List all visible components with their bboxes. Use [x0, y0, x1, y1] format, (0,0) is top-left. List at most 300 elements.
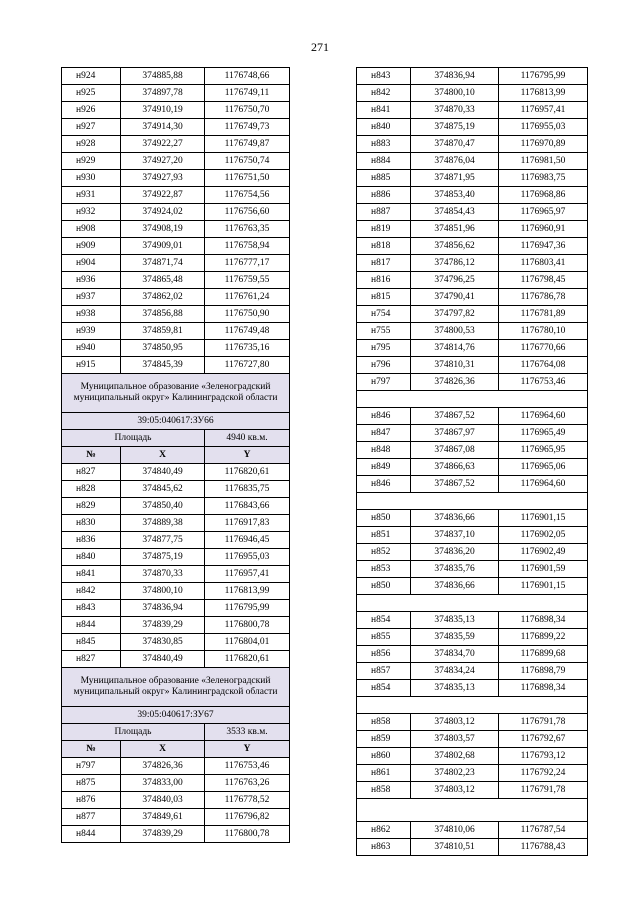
table-row: [62, 826, 290, 843]
y-coordinate-cell: 1176970,89: [499, 136, 588, 153]
x-coordinate-cell: 374803,12: [411, 714, 499, 731]
y-coordinate-cell: 1176759,55: [205, 272, 290, 289]
point-id-cell: н939: [62, 323, 121, 340]
x-coordinate-cell: 374839,29: [121, 617, 205, 634]
y-coordinate-cell: 1176947,36: [499, 238, 588, 255]
separator-row: [357, 595, 588, 612]
table-row: [357, 714, 588, 731]
point-id-cell: н845: [62, 634, 121, 651]
y-coordinate-cell: 1176749,87: [205, 136, 290, 153]
area-label: Площадь: [62, 724, 205, 741]
point-id-cell: н816: [357, 272, 411, 289]
point-id-cell: н857: [357, 663, 411, 680]
point-id-cell: н846: [357, 408, 411, 425]
x-coordinate-cell: 374833,00: [121, 775, 205, 792]
y-coordinate-cell: 1176964,60: [499, 476, 588, 493]
x-coordinate-cell: 374835,13: [411, 680, 499, 697]
y-coordinate-cell: 1176813,99: [499, 85, 588, 102]
y-coordinate-cell: 1176792,24: [499, 765, 588, 782]
point-id-cell: н856: [357, 646, 411, 663]
table-row: [357, 187, 588, 204]
y-coordinate-cell: 1176796,82: [205, 809, 290, 826]
point-id-cell: н886: [357, 187, 411, 204]
point-id-cell: н755: [357, 323, 411, 340]
y-coordinate-cell: 1176898,34: [499, 612, 588, 629]
column-header-y: Y: [205, 741, 290, 758]
cadastral-number: 39:05:040617:ЗУ67: [62, 707, 290, 724]
y-coordinate-cell: 1176750,74: [205, 153, 290, 170]
x-coordinate-cell: 374870,47: [411, 136, 499, 153]
table-row: [62, 775, 290, 792]
x-coordinate-cell: 374814,76: [411, 340, 499, 357]
y-coordinate-cell: 1176764,08: [499, 357, 588, 374]
y-coordinate-cell: 1176781,89: [499, 306, 588, 323]
x-coordinate-cell: 374830,85: [121, 634, 205, 651]
separator-cell: [357, 391, 588, 408]
y-coordinate-cell: 1176957,41: [205, 566, 290, 583]
municipality-name: Муниципальное образование «Зеленоградский муниципальный округ» Калининградской области: [62, 668, 290, 707]
table-row: [357, 748, 588, 765]
y-coordinate-cell: 1176758,94: [205, 238, 290, 255]
point-id-cell: н861: [357, 765, 411, 782]
table-row: [357, 663, 588, 680]
table-row: [62, 119, 290, 136]
table-row: [62, 187, 290, 204]
y-coordinate-cell: 1176803,41: [499, 255, 588, 272]
separator-cell: [357, 595, 588, 612]
y-coordinate-cell: 1176955,03: [499, 119, 588, 136]
y-coordinate-cell: 1176965,06: [499, 459, 588, 476]
x-coordinate-cell: 374826,36: [121, 758, 205, 775]
point-id-cell: н936: [62, 272, 121, 289]
point-id-cell: н909: [62, 238, 121, 255]
table-row: [62, 651, 290, 668]
table-row: [357, 272, 588, 289]
table-row: [357, 136, 588, 153]
table-row: [357, 822, 588, 839]
y-coordinate-cell: 1176749,11: [205, 85, 290, 102]
y-coordinate-cell: 1176820,61: [205, 464, 290, 481]
table-row: [62, 634, 290, 651]
y-coordinate-cell: 1176751,50: [205, 170, 290, 187]
table-row: [357, 306, 588, 323]
x-coordinate-cell: 374875,19: [411, 119, 499, 136]
x-coordinate-cell: 374914,30: [121, 119, 205, 136]
y-coordinate-cell: 1176798,45: [499, 272, 588, 289]
table-row: [357, 731, 588, 748]
table-row: [62, 153, 290, 170]
y-coordinate-cell: 1176901,15: [499, 510, 588, 527]
column-header-row: [62, 447, 290, 464]
y-coordinate-cell: 1176763,35: [205, 221, 290, 238]
point-id-cell: н877: [62, 809, 121, 826]
x-coordinate-cell: 374854,43: [411, 204, 499, 221]
point-id-cell: н827: [62, 464, 121, 481]
x-coordinate-cell: 374867,08: [411, 442, 499, 459]
x-coordinate-cell: 374803,57: [411, 731, 499, 748]
x-coordinate-cell: 374840,03: [121, 792, 205, 809]
table-row: [357, 289, 588, 306]
x-coordinate-cell: 374889,38: [121, 515, 205, 532]
x-coordinate-cell: 374810,06: [411, 822, 499, 839]
coordinates-table-left: [61, 67, 290, 843]
table-row: [62, 170, 290, 187]
column-header-x: X: [121, 741, 205, 758]
point-id-cell: н849: [357, 459, 411, 476]
table-row: [62, 102, 290, 119]
table-row: [357, 646, 588, 663]
point-id-cell: н818: [357, 238, 411, 255]
point-id-cell: н830: [62, 515, 121, 532]
table-row: [62, 136, 290, 153]
x-coordinate-cell: 374800,53: [411, 323, 499, 340]
y-coordinate-cell: 1176957,41: [499, 102, 588, 119]
y-coordinate-cell: 1176750,90: [205, 306, 290, 323]
x-coordinate-cell: 374835,76: [411, 561, 499, 578]
x-coordinate-cell: 374802,68: [411, 748, 499, 765]
x-coordinate-cell: 374865,48: [121, 272, 205, 289]
point-id-cell: н817: [357, 255, 411, 272]
table-row: [357, 765, 588, 782]
point-id-cell: н848: [357, 442, 411, 459]
table-row: [357, 357, 588, 374]
point-id-cell: н884: [357, 153, 411, 170]
table-row: [62, 238, 290, 255]
table-row: [357, 68, 588, 85]
point-id-cell: н836: [62, 532, 121, 549]
point-id-cell: н854: [357, 612, 411, 629]
cadastral-number: 39:05:040617:ЗУ66: [62, 413, 290, 430]
x-coordinate-cell: 374909,01: [121, 238, 205, 255]
table-row: [62, 792, 290, 809]
parcel-header-row: [62, 707, 290, 724]
point-id-cell: н876: [62, 792, 121, 809]
y-coordinate-cell: 1176902,05: [499, 527, 588, 544]
x-coordinate-cell: 374850,40: [121, 498, 205, 515]
x-coordinate-cell: 374800,10: [411, 85, 499, 102]
x-coordinate-cell: 374922,27: [121, 136, 205, 153]
column-header-number: №: [62, 447, 121, 464]
table-row: [357, 839, 588, 856]
separator-row: [357, 493, 588, 510]
point-id-cell: н843: [357, 68, 411, 85]
area-label: Площадь: [62, 430, 205, 447]
x-coordinate-cell: 374826,36: [411, 374, 499, 391]
table-row: [357, 408, 588, 425]
table-row: [357, 425, 588, 442]
x-coordinate-cell: 374867,52: [411, 476, 499, 493]
x-coordinate-cell: 374810,31: [411, 357, 499, 374]
y-coordinate-cell: 1176749,73: [205, 119, 290, 136]
table-row: [62, 255, 290, 272]
point-id-cell: н887: [357, 204, 411, 221]
point-id-cell: н883: [357, 136, 411, 153]
table-row: [357, 85, 588, 102]
municipality-header-row: [62, 374, 290, 413]
y-coordinate-cell: 1176981,50: [499, 153, 588, 170]
table-row: [357, 561, 588, 578]
table-row: [357, 782, 588, 799]
x-coordinate-cell: 374836,66: [411, 578, 499, 595]
y-coordinate-cell: 1176786,78: [499, 289, 588, 306]
table-row: [62, 323, 290, 340]
point-id-cell: н859: [357, 731, 411, 748]
y-coordinate-cell: 1176748,66: [205, 68, 290, 85]
table-row: [62, 464, 290, 481]
point-id-cell: н841: [62, 566, 121, 583]
table-row: [357, 578, 588, 595]
table-row: [62, 617, 290, 634]
x-coordinate-cell: 374790,41: [411, 289, 499, 306]
table-row: [62, 498, 290, 515]
table-row: [357, 255, 588, 272]
point-id-cell: н842: [62, 583, 121, 600]
x-coordinate-cell: 374897,78: [121, 85, 205, 102]
y-coordinate-cell: 1176763,26: [205, 775, 290, 792]
table-row: [357, 442, 588, 459]
x-coordinate-cell: 374866,63: [411, 459, 499, 476]
table-row: [62, 221, 290, 238]
x-coordinate-cell: 374810,51: [411, 839, 499, 856]
page-number: 271: [311, 40, 329, 54]
table-row: [62, 566, 290, 583]
x-coordinate-cell: 374837,10: [411, 527, 499, 544]
point-id-cell: н844: [62, 617, 121, 634]
separator-row: [357, 391, 588, 408]
x-coordinate-cell: 374856,88: [121, 306, 205, 323]
point-id-cell: н937: [62, 289, 121, 306]
x-coordinate-cell: 374797,82: [411, 306, 499, 323]
y-coordinate-cell: 1176770,66: [499, 340, 588, 357]
area-value: 3533 кв.м.: [205, 724, 290, 741]
point-id-cell: н915: [62, 357, 121, 374]
y-coordinate-cell: 1176902,49: [499, 544, 588, 561]
point-id-cell: н875: [62, 775, 121, 792]
y-coordinate-cell: 1176964,60: [499, 408, 588, 425]
point-id-cell: н850: [357, 578, 411, 595]
x-coordinate-cell: 374851,96: [411, 221, 499, 238]
table-row: [357, 476, 588, 493]
point-id-cell: н938: [62, 306, 121, 323]
x-coordinate-cell: 374786,12: [411, 255, 499, 272]
point-id-cell: н829: [62, 498, 121, 515]
x-coordinate-cell: 374875,19: [121, 549, 205, 566]
point-id-cell: н844: [62, 826, 121, 843]
x-coordinate-cell: 374867,52: [411, 408, 499, 425]
point-id-cell: н797: [357, 374, 411, 391]
x-coordinate-cell: 374835,13: [411, 612, 499, 629]
table-row: [357, 238, 588, 255]
y-coordinate-cell: 1176843,66: [205, 498, 290, 515]
x-coordinate-cell: 374856,62: [411, 238, 499, 255]
coordinates-table-right: [356, 67, 588, 856]
y-coordinate-cell: 1176778,52: [205, 792, 290, 809]
x-coordinate-cell: 374870,33: [411, 102, 499, 119]
parcel-header-row: [62, 413, 290, 430]
table-row: [357, 102, 588, 119]
table-row: [62, 583, 290, 600]
table-row: [62, 204, 290, 221]
point-id-cell: н846: [357, 476, 411, 493]
x-coordinate-cell: 374800,10: [121, 583, 205, 600]
table-row: [62, 809, 290, 826]
separator-cell: [357, 799, 588, 822]
point-id-cell: н852: [357, 544, 411, 561]
x-coordinate-cell: 374845,39: [121, 357, 205, 374]
x-coordinate-cell: 374836,20: [411, 544, 499, 561]
point-id-cell: н925: [62, 85, 121, 102]
x-coordinate-cell: 374839,29: [121, 826, 205, 843]
y-coordinate-cell: 1176791,78: [499, 714, 588, 731]
y-coordinate-cell: 1176788,43: [499, 839, 588, 856]
point-id-cell: н924: [62, 68, 121, 85]
column-header-x: X: [121, 447, 205, 464]
y-coordinate-cell: 1176749,48: [205, 323, 290, 340]
table-row: [62, 340, 290, 357]
x-coordinate-cell: 374885,88: [121, 68, 205, 85]
table-row: [357, 119, 588, 136]
x-coordinate-cell: 374796,25: [411, 272, 499, 289]
area-row: [62, 724, 290, 741]
x-coordinate-cell: 374840,49: [121, 464, 205, 481]
y-coordinate-cell: 1176791,78: [499, 782, 588, 799]
point-id-cell: н940: [62, 340, 121, 357]
area-value: 4940 кв.м.: [205, 430, 290, 447]
separator-row: [357, 799, 588, 822]
y-coordinate-cell: 1176761,24: [205, 289, 290, 306]
x-coordinate-cell: 374876,04: [411, 153, 499, 170]
area-row: [62, 430, 290, 447]
table-row: [357, 204, 588, 221]
table-row: [62, 85, 290, 102]
point-id-cell: н795: [357, 340, 411, 357]
x-coordinate-cell: 374845,62: [121, 481, 205, 498]
x-coordinate-cell: 374867,97: [411, 425, 499, 442]
x-coordinate-cell: 374922,87: [121, 187, 205, 204]
table-row: [62, 515, 290, 532]
point-id-cell: н827: [62, 651, 121, 668]
y-coordinate-cell: 1176960,91: [499, 221, 588, 238]
municipality-header-row: [62, 668, 290, 707]
table-row: [357, 221, 588, 238]
x-coordinate-cell: 374834,24: [411, 663, 499, 680]
y-coordinate-cell: 1176735,16: [205, 340, 290, 357]
table-row: [62, 549, 290, 566]
y-coordinate-cell: 1176965,49: [499, 425, 588, 442]
point-id-cell: н904: [62, 255, 121, 272]
y-coordinate-cell: 1176813,99: [205, 583, 290, 600]
point-id-cell: н858: [357, 714, 411, 731]
point-id-cell: н851: [357, 527, 411, 544]
column-header-number: №: [62, 741, 121, 758]
table-row: [357, 612, 588, 629]
x-coordinate-cell: 374850,95: [121, 340, 205, 357]
y-coordinate-cell: 1176955,03: [205, 549, 290, 566]
table-row: [357, 170, 588, 187]
table-row: [62, 600, 290, 617]
y-coordinate-cell: 1176898,79: [499, 663, 588, 680]
y-coordinate-cell: 1176795,99: [205, 600, 290, 617]
table-row: [62, 758, 290, 775]
point-id-cell: н840: [357, 119, 411, 136]
y-coordinate-cell: 1176793,12: [499, 748, 588, 765]
point-id-cell: н932: [62, 204, 121, 221]
y-coordinate-cell: 1176946,45: [205, 532, 290, 549]
point-id-cell: н850: [357, 510, 411, 527]
x-coordinate-cell: 374924,02: [121, 204, 205, 221]
y-coordinate-cell: 1176804,01: [205, 634, 290, 651]
x-coordinate-cell: 374871,74: [121, 255, 205, 272]
x-coordinate-cell: 374853,40: [411, 187, 499, 204]
x-coordinate-cell: 374877,75: [121, 532, 205, 549]
point-id-cell: н885: [357, 170, 411, 187]
x-coordinate-cell: 374803,12: [411, 782, 499, 799]
point-id-cell: н862: [357, 822, 411, 839]
x-coordinate-cell: 374871,95: [411, 170, 499, 187]
x-coordinate-cell: 374802,23: [411, 765, 499, 782]
point-id-cell: н815: [357, 289, 411, 306]
table-row: [62, 272, 290, 289]
y-coordinate-cell: 1176780,10: [499, 323, 588, 340]
point-id-cell: н754: [357, 306, 411, 323]
y-coordinate-cell: 1176800,78: [205, 617, 290, 634]
y-coordinate-cell: 1176756,60: [205, 204, 290, 221]
y-coordinate-cell: 1176835,75: [205, 481, 290, 498]
y-coordinate-cell: 1176965,97: [499, 204, 588, 221]
table-row: [357, 374, 588, 391]
y-coordinate-cell: 1176800,78: [205, 826, 290, 843]
x-coordinate-cell: 374836,66: [411, 510, 499, 527]
point-id-cell: н841: [357, 102, 411, 119]
y-coordinate-cell: 1176901,59: [499, 561, 588, 578]
point-id-cell: н908: [62, 221, 121, 238]
x-coordinate-cell: 374910,19: [121, 102, 205, 119]
point-id-cell: н843: [62, 600, 121, 617]
table-row: [62, 289, 290, 306]
x-coordinate-cell: 374840,49: [121, 651, 205, 668]
point-id-cell: н840: [62, 549, 121, 566]
y-coordinate-cell: 1176965,95: [499, 442, 588, 459]
point-id-cell: н853: [357, 561, 411, 578]
separator-cell: [357, 493, 588, 510]
y-coordinate-cell: 1176750,70: [205, 102, 290, 119]
table-row: [62, 532, 290, 549]
y-coordinate-cell: 1176727,80: [205, 357, 290, 374]
table-row: [357, 527, 588, 544]
point-id-cell: н931: [62, 187, 121, 204]
separator-cell: [357, 697, 588, 714]
table-row: [357, 629, 588, 646]
x-coordinate-cell: 374859,81: [121, 323, 205, 340]
x-coordinate-cell: 374927,20: [121, 153, 205, 170]
table-row: [62, 306, 290, 323]
point-id-cell: н927: [62, 119, 121, 136]
table-row: [357, 680, 588, 697]
column-header-y: Y: [205, 447, 290, 464]
point-id-cell: н796: [357, 357, 411, 374]
y-coordinate-cell: 1176753,46: [499, 374, 588, 391]
y-coordinate-cell: 1176983,75: [499, 170, 588, 187]
y-coordinate-cell: 1176753,46: [205, 758, 290, 775]
point-id-cell: н854: [357, 680, 411, 697]
y-coordinate-cell: 1176795,99: [499, 68, 588, 85]
point-id-cell: н855: [357, 629, 411, 646]
x-coordinate-cell: 374836,94: [411, 68, 499, 85]
x-coordinate-cell: 374908,19: [121, 221, 205, 238]
point-id-cell: н847: [357, 425, 411, 442]
table-row: [357, 340, 588, 357]
table-row: [62, 68, 290, 85]
